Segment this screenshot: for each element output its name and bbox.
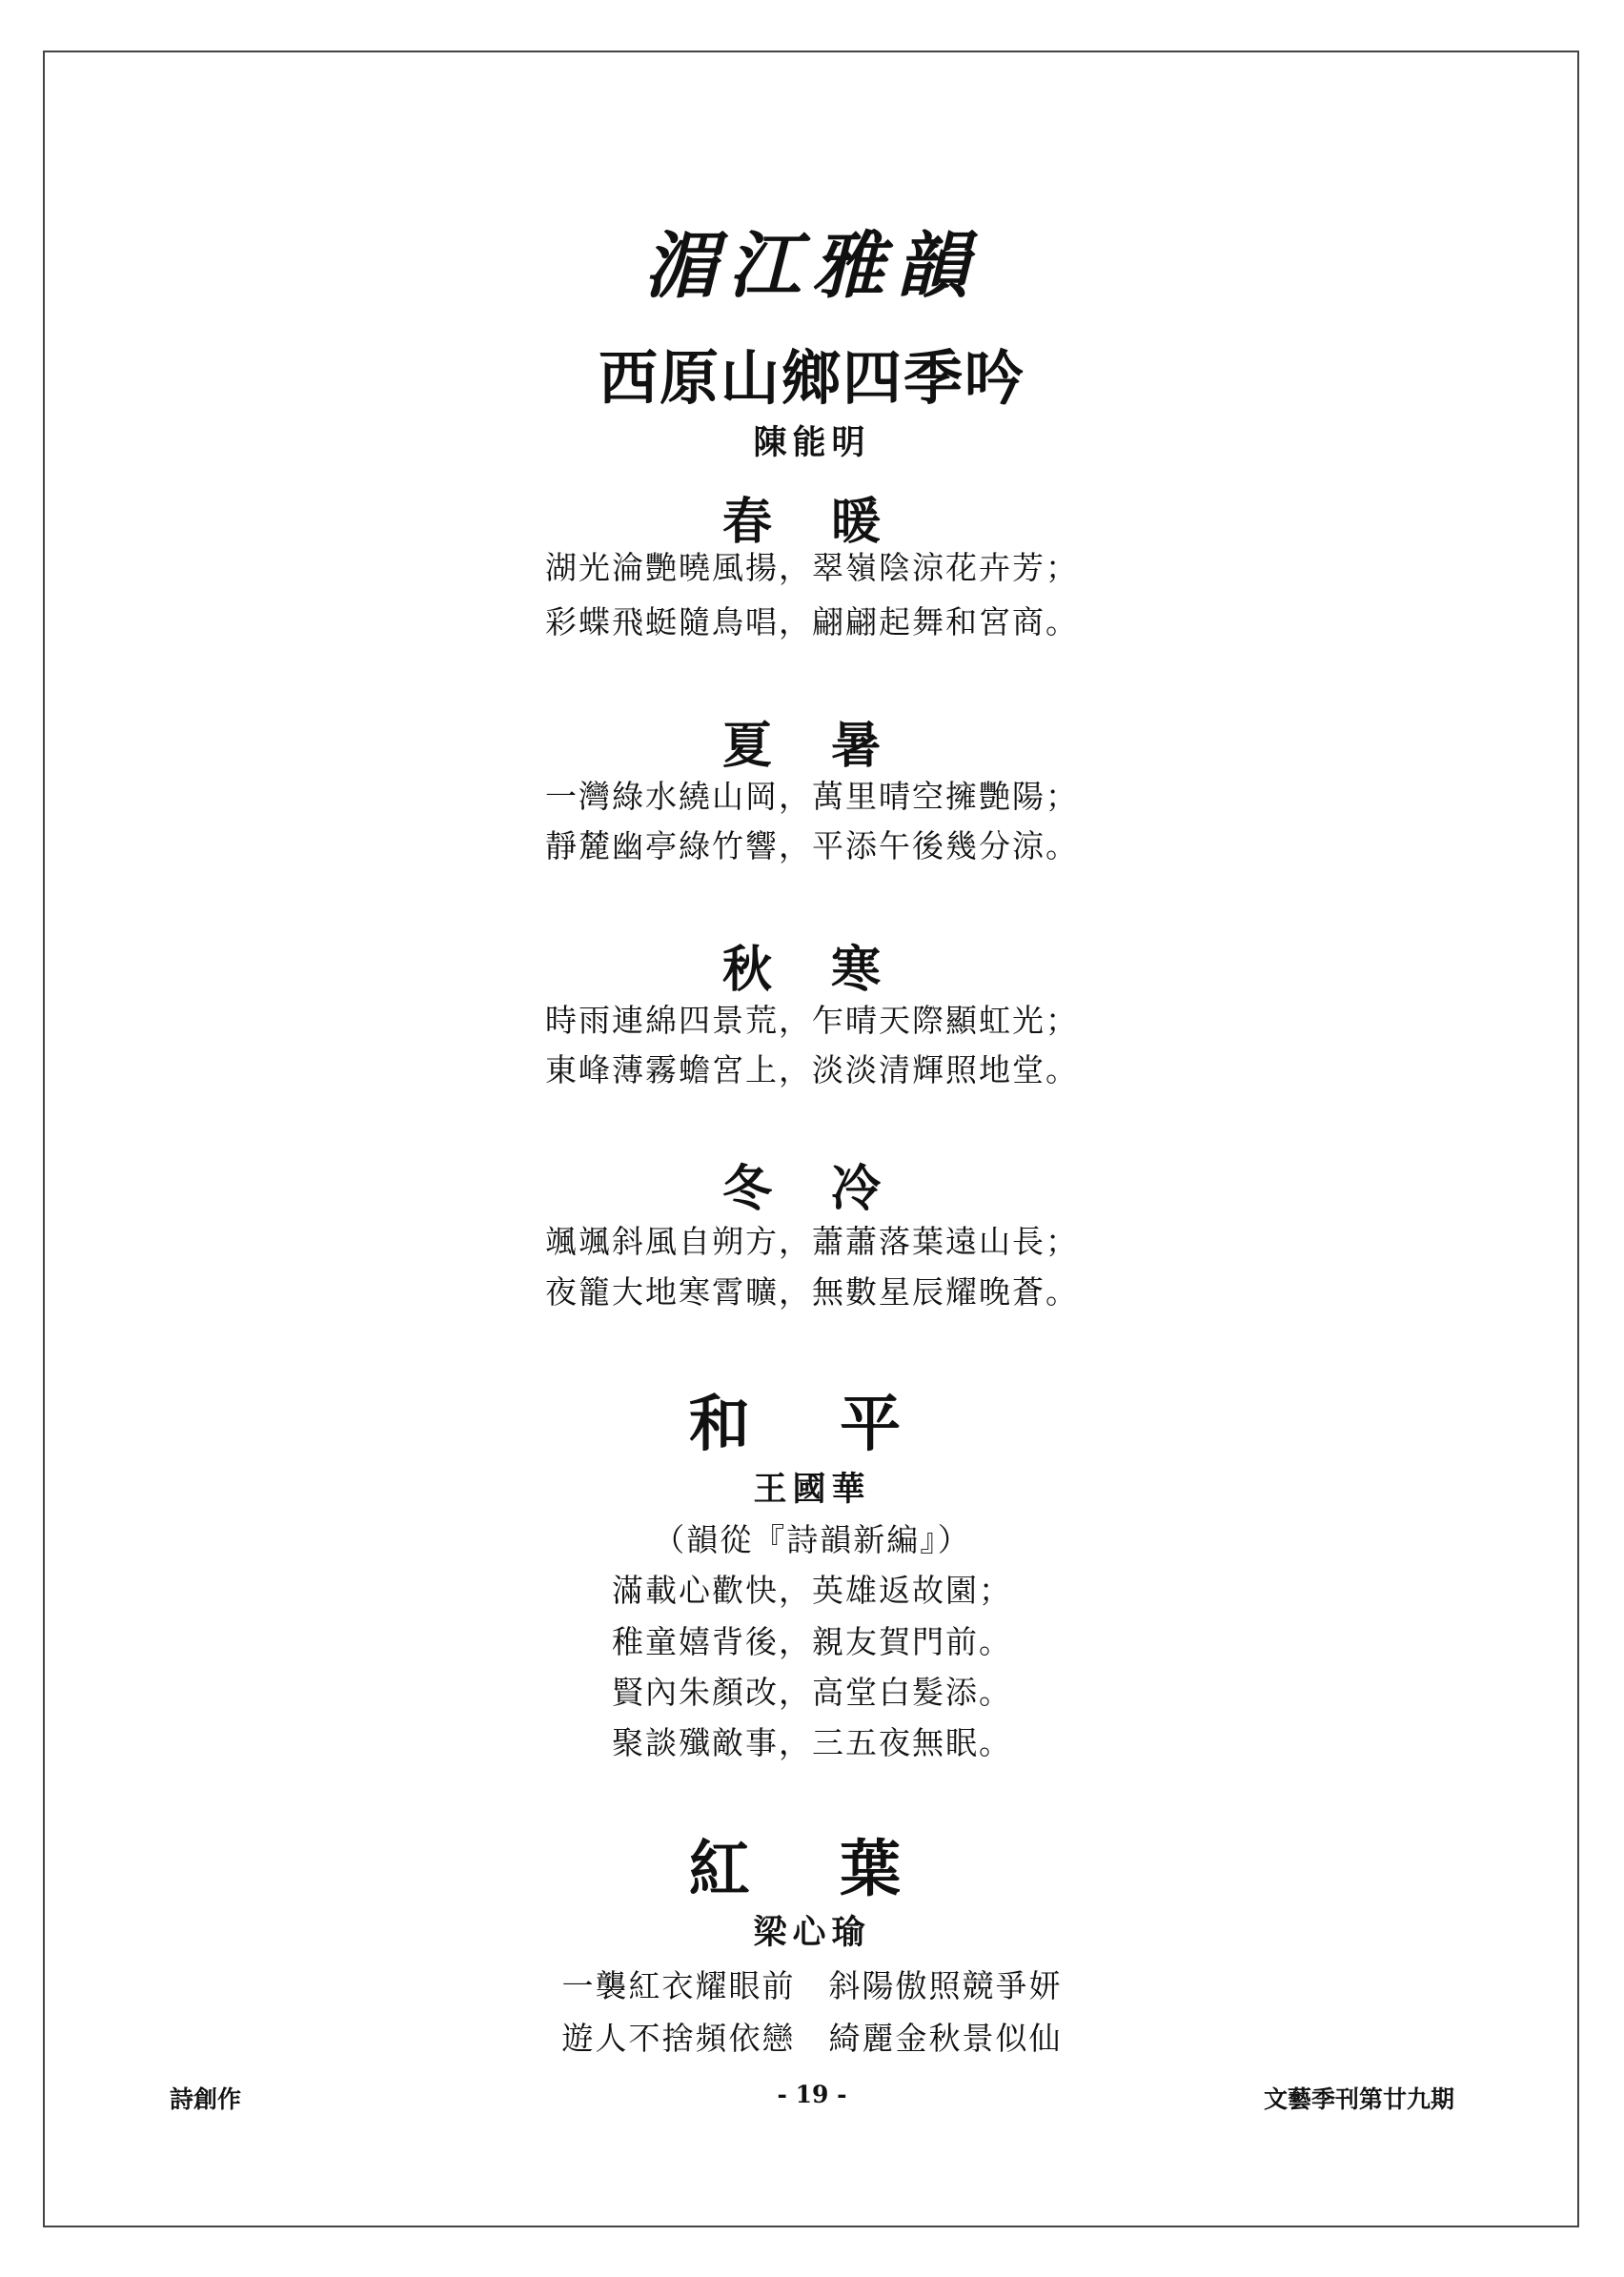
section-heading-autumn: 秋 寒 xyxy=(721,941,903,999)
poem-line: 時雨連綿四景荒，乍晴天際顯虹光； xyxy=(545,1002,1079,1039)
poem-title: 紅 葉 xyxy=(688,1834,936,1905)
poem-title: 和 平 xyxy=(688,1389,936,1460)
page-number: - 19 - xyxy=(777,2081,847,2108)
poem-author: 陳能明 xyxy=(753,423,871,462)
poem-line: 稚童嬉背後，親友賀門前。 xyxy=(612,1623,1012,1660)
poem-line: 賢內朱顏改，高堂白髮添。 xyxy=(612,1674,1012,1711)
poem-author: 王國華 xyxy=(753,1470,871,1509)
footer-section-label: 詩創作 xyxy=(170,2085,242,2113)
poem-line: 彩蝶飛蜓隨鳥唱，翩翩起舞和宮商。 xyxy=(545,603,1079,640)
section-heading-summer: 夏 暑 xyxy=(721,717,903,775)
poem-line: 東峰薄霧蟾宮上，淡淡清輝照地堂。 xyxy=(545,1051,1079,1088)
poem-line: 一襲紅衣耀眼前 斜陽傲照競爭妍 xyxy=(561,1967,1063,2004)
section-heading-spring: 春 暖 xyxy=(721,493,903,551)
poem-note: （韻從『詩韻新編』） xyxy=(653,1521,971,1558)
poem-line: 一灣綠水繞山岡，萬里晴空擁艷陽； xyxy=(545,778,1079,815)
masthead-title: 湄江雅韻 xyxy=(644,223,980,308)
section-heading-winter: 冬 冷 xyxy=(721,1160,903,1218)
poem-line: 滿載心歡快，英雄返故園； xyxy=(612,1572,1012,1609)
poem-line: 靜麓幽亭綠竹響，平添午後幾分涼。 xyxy=(545,827,1079,864)
poem-line: 湖光淪艷曉風揚，翠嶺陰涼花卉芳； xyxy=(545,549,1079,586)
poem-line: 遊人不捨頻依戀 綺麗金秋景似仙 xyxy=(561,2020,1063,2057)
poem-title: 西原山鄉四季吟 xyxy=(598,343,1025,413)
poem-line: 聚談殲敵事，三五夜無眠。 xyxy=(612,1724,1012,1761)
poem-line: 夜籠大地寒霄曠，無數星辰耀晚蒼。 xyxy=(545,1273,1079,1311)
poem-line: 颯颯斜風自朔方，蕭蕭落葉遠山長； xyxy=(545,1223,1079,1260)
poem-author: 梁心瑜 xyxy=(753,1913,871,1952)
footer-publication: 文藝季刊第廿九期 xyxy=(1263,2085,1454,2113)
